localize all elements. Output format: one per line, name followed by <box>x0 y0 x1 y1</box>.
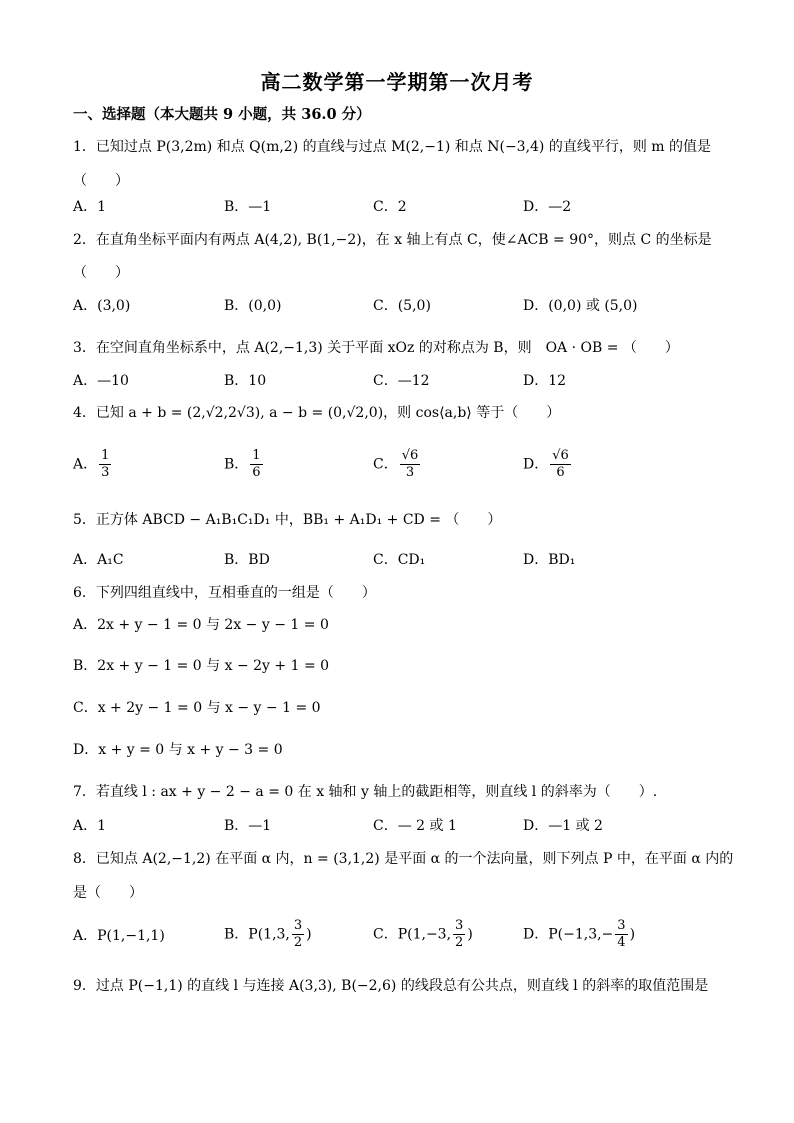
close-paren: ) <box>306 926 312 943</box>
numerator: 1 <box>101 448 110 463</box>
question-1-paren: （ ） <box>73 173 129 189</box>
question-8-continuation: 是（ ） <box>73 885 143 901</box>
q4-option-c <box>373 448 422 481</box>
denominator: 6 <box>556 465 565 480</box>
q2-option-a: A．(3,0) <box>73 298 131 314</box>
fraction <box>250 448 262 481</box>
q5-option-a: A．A₁C <box>73 552 124 568</box>
fraction <box>615 918 627 951</box>
denominator: 2 <box>293 935 303 950</box>
q3-option-d: D．12 <box>523 373 567 389</box>
question-4-stem: 4．已知 a + b = (2,√2,2√3), a − b = (0,√2,0)，则 cos⟨a,b⟩ 等于（ ） <box>73 405 561 421</box>
question-3-stem: 3．在空间直角坐标系中，点 A(2,−1,3) 关于平面 xOz 的对称点为 B，则 OA · OB = （ ） <box>73 340 679 356</box>
q5-option-d: D．BD₁ <box>523 552 576 568</box>
q8-option-d <box>523 918 635 951</box>
q7-option-a: A．1 <box>73 818 107 834</box>
section-heading: 一、选择题（本大题共 9 小题，共 36.0 分） <box>73 106 371 123</box>
q4-option-a <box>73 448 113 481</box>
denominator: 2 <box>455 935 464 950</box>
question-9-stem: 9．过点 P(−1,1) 的直线 l 与连接 A(3,3), B(−2,6) 的线段总有公共点，则直线 l 的斜率的取值范围是 <box>73 978 709 994</box>
fraction <box>99 448 111 481</box>
numerator: 3 <box>455 918 464 933</box>
numerator: 3 <box>617 918 626 933</box>
question-2-paren: （ ） <box>73 265 129 281</box>
question-1-stem: 1．已知过点 P(3,2m) 和点 Q(m,2) 的直线与过点 M(2,−1) 和点 N(−3,4) 的直线平行，则 m 的值是 <box>73 139 712 155</box>
fraction <box>400 448 421 481</box>
fraction <box>550 448 571 481</box>
question-8-stem: 8．已知点 A(2,−1,2) 在平面 α 内，n = (3,1,2) 是平面 α 的一个法向量，则下列点 P 中，在平面 α 内的 <box>73 851 734 867</box>
q6-option-d: D．x + y = 0 与 x + y − 3 = 0 <box>73 742 283 758</box>
denominator: 6 <box>252 465 261 480</box>
close-paren: ) <box>629 926 636 943</box>
denominator: 3 <box>405 465 415 480</box>
q7-option-b: B．—1 <box>224 818 272 834</box>
numerator: 1 <box>252 448 261 463</box>
q4-option-b <box>224 448 265 481</box>
question-6-stem: 6．下列四组直线中，互相垂直的一组是（ ） <box>73 585 376 601</box>
q2-option-c: C．(5,0) <box>373 298 431 314</box>
page-title: 高二数学第一学期第一次月考 <box>260 70 534 94</box>
option-label: A． <box>73 456 98 473</box>
option-label: C． <box>373 456 398 473</box>
option-label: C．P(1,−3, <box>373 926 452 943</box>
q1-option-b: B．—1 <box>224 199 272 215</box>
q1-option-c: C．2 <box>373 199 407 215</box>
fraction <box>453 918 465 951</box>
q2-option-d: D．(0,0) 或 (5,0) <box>523 298 638 314</box>
q1-option-a: A．1 <box>73 199 107 215</box>
q3-option-b: B．10 <box>224 373 267 389</box>
q3-option-c: C．—12 <box>373 373 430 389</box>
q5-option-c: C．CD₁ <box>373 552 426 568</box>
numerator: √6 <box>552 448 569 463</box>
question-2-stem: 2．在直角坐标平面内有两点 A(4,2), B(1,−2)，在 x 轴上有点 C，使∠ACB = 90°，则点 C 的坐标是 <box>73 232 712 248</box>
option-label: D．P(−1,3,− <box>523 926 614 943</box>
q6-option-b: B．2x + y − 1 = 0 与 x − 2y + 1 = 0 <box>73 658 330 674</box>
option-label: B． <box>224 456 249 473</box>
q2-option-b: B．(0,0) <box>224 298 282 314</box>
option-label: D． <box>523 456 549 473</box>
fraction <box>292 918 304 951</box>
denominator: 3 <box>101 465 110 480</box>
numerator: 3 <box>293 918 303 933</box>
question-5-stem: 5．正方体 ABCD − A₁B₁C₁D₁ 中，BB₁ + A₁D₁ + CD = （ ） <box>73 512 502 528</box>
denominator: 4 <box>617 935 626 950</box>
q6-option-a: A．2x + y − 1 = 0 与 2x − y − 1 = 0 <box>73 617 329 633</box>
q3-option-a: A．—10 <box>73 373 129 389</box>
q5-option-b: B．BD <box>224 552 270 568</box>
q7-option-c: C．— 2 或 1 <box>373 818 457 834</box>
close-paren: ) <box>467 926 473 943</box>
question-7-stem: 7．若直线 l : ax + y − 2 − a = 0 在 x 轴和 y 轴上的截距相等，则直线 l 的斜率为（ ）. <box>73 784 658 800</box>
numerator: √6 <box>401 448 419 463</box>
q8-option-a: A．P(1,−1,1) <box>73 928 165 944</box>
option-label: B．P(1,3, <box>224 926 290 943</box>
q6-option-c: C．x + 2y − 1 = 0 与 x − y − 1 = 0 <box>73 700 321 716</box>
q4-option-d <box>523 448 573 481</box>
q7-option-d: D．—1 或 2 <box>523 818 603 834</box>
q8-option-b <box>224 918 312 951</box>
q8-option-c <box>373 918 473 951</box>
q1-option-d: D．—2 <box>523 199 572 215</box>
